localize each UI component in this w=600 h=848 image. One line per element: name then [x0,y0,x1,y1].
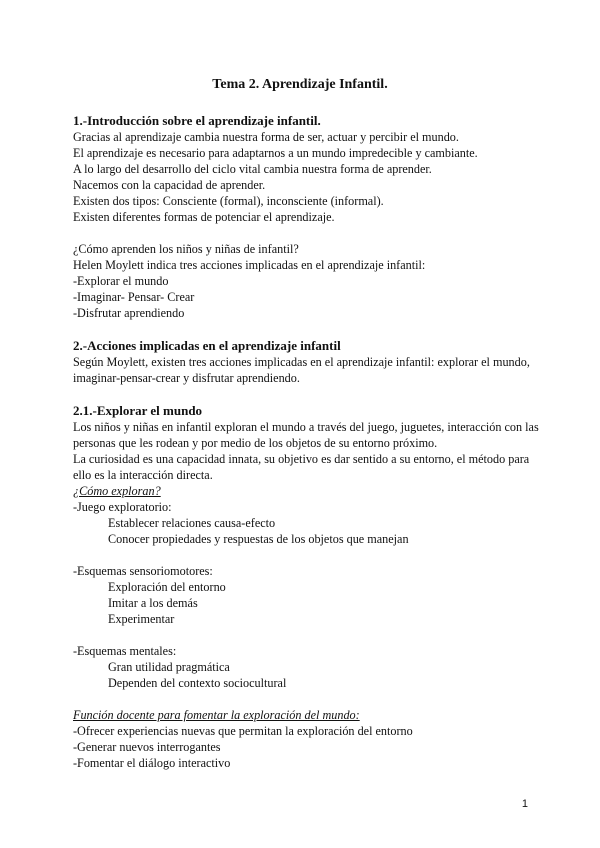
document-title: Tema 2. Aprendizaje Infantil. [212,77,388,92]
funcion-item: -Ofrecer experiencias nuevas que permitan la exploración del entorno [73,724,413,738]
section-2-heading: 2.-Acciones implicadas en el aprendizaje infantil [73,338,341,353]
senso-item: Imitar a los demás [108,596,198,610]
s1-line: A lo largo del desarrollo del ciclo vital cambia nuestra forma de aprender. [73,162,432,176]
juego-item: Establecer relaciones causa-efecto [108,516,276,530]
s2-text: Según Moylett, existen tres acciones implicadas en el aprendizaje infantil: explorar el mundo, imaginar-pensar-crear y disfrutar aprendiendo. [73,355,530,385]
funcion-docente-subheading: Función docente para fomentar la exploración del mundo: [73,708,360,722]
s1-list-item: -Explorar el mundo [73,274,169,288]
funcion-item: -Fomentar el diálogo interactivo [73,756,231,770]
funcion-item: -Generar nuevos interrogantes [73,740,221,754]
mentales-label: -Esquemas mentales: [73,644,177,658]
section-2-1-heading: 2.1.-Explorar el mundo [73,403,203,418]
s1-intro: Helen Moylett indica tres acciones implicadas en el aprendizaje infantil: [73,258,426,272]
mentales-item: Gran utilidad pragmática [108,660,230,674]
s1-question: ¿Cómo aprenden los niños y niñas de infantil? [73,242,299,256]
section-1-heading: 1.-Introducción sobre el aprendizaje infantil. [73,113,321,128]
how-explore-subheading: ¿Cómo exploran? [73,484,161,498]
juego-label: -Juego exploratorio: [73,500,172,514]
s1-line: El aprendizaje es necesario para adaptarnos a un mundo impredecible y cambiante. [73,146,478,160]
s1-line: Existen diferentes formas de potenciar el aprendizaje. [73,210,335,224]
senso-item: Experimentar [108,612,175,626]
document-body [73,112,543,771]
senso-label: -Esquemas sensoriomotores: [73,564,213,578]
page-number: 1 [521,798,528,810]
s21-paragraph: La curiosidad es una capacidad innata, su objetivo es dar sentido a su entorno, el método para ello es la interacción directa. [73,452,530,482]
juego-item: Conocer propiedades y respuestas de los objetos que manejan [108,532,409,546]
mentales-item: Dependen del contexto sociocultural [108,676,287,690]
senso-item: Exploración del entorno [108,580,226,594]
s1-line: Nacemos con la capacidad de aprender. [73,178,266,192]
s1-line: Existen dos tipos: Consciente (formal), inconsciente (informal). [73,194,384,208]
s21-paragraph: Los niños y niñas en infantil exploran el mundo a través del juego, juguetes, interacción con las personas que les rodean y por medio de los objetos de su entorno próximo. [73,420,539,450]
s1-list-item: -Imaginar- Pensar- Crear [73,290,195,304]
s1-list-item: -Disfrutar aprendiendo [73,306,185,320]
s1-line: Gracias al aprendizaje cambia nuestra forma de ser, actuar y percibir el mundo. [73,130,459,144]
